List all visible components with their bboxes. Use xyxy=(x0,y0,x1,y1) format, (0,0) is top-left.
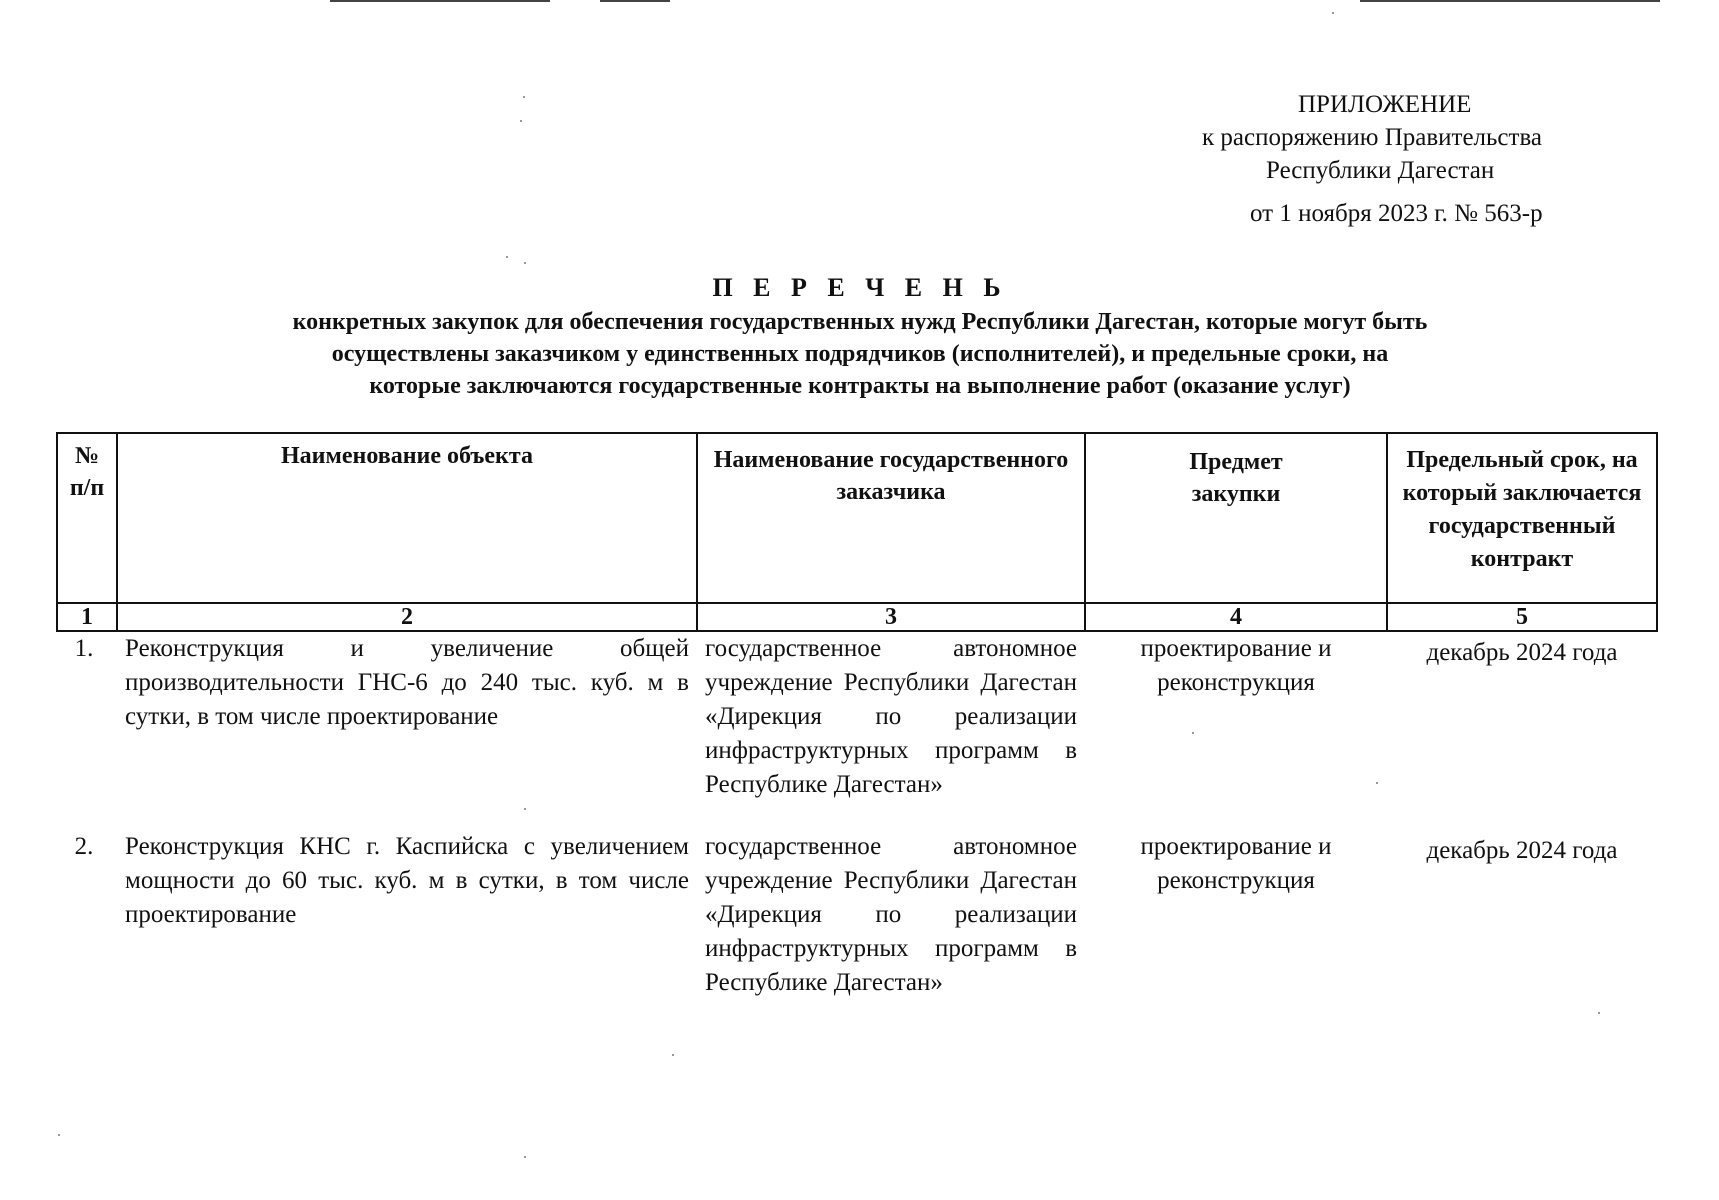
table-header-row xyxy=(57,433,1657,603)
document-title: П Е Р Е Ч Е Н Ь xyxy=(712,273,1008,302)
appendix-authority-line: Республики Дагестан xyxy=(1266,157,1495,184)
row-deadline: декабрь 2024 года xyxy=(1426,639,1618,666)
table-row xyxy=(57,631,1657,830)
appendix-decree-line: к распоряжению Правительства xyxy=(1202,124,1543,151)
appendix-label: ПРИЛОЖЕНИЕ xyxy=(1298,91,1472,118)
table-row xyxy=(57,830,1657,1028)
scan-speck xyxy=(506,256,508,258)
scan-speck xyxy=(520,120,522,122)
scan-artifact xyxy=(330,0,550,2)
procurement-table xyxy=(56,432,1658,1028)
row-subject: проектирование и реконструкция xyxy=(1140,833,1332,894)
header-object: Наименование объекта xyxy=(117,433,697,603)
column-number: 4 xyxy=(1085,603,1387,631)
scan-speck xyxy=(58,1134,60,1136)
column-number: 2 xyxy=(117,603,697,631)
column-number: 1 xyxy=(57,603,117,631)
appendix-block xyxy=(1160,88,1600,230)
document-subtitle-line-2: осуществлены заказчиком у единственных подрядчиков (исполнителей), и предельные сроки, на xyxy=(331,341,1389,367)
table-column-numbers-row xyxy=(57,603,1657,631)
scan-artifact xyxy=(600,0,670,2)
row-object: Реконструкция КНС г. Каспийска с увеличением мощности до 60 тыс. куб. м в сутки, в том числе проектирование xyxy=(125,833,689,928)
row-customer: государственное автономное учреждение Республики Дагестан «Дирекция по реализации инфраструктурных программ в Республике Дагестан» xyxy=(705,833,1077,996)
row-customer: государственное автономное учреждение Республики Дагестан «Дирекция по реализации инфраструктурных программ в Республике Дагестан» xyxy=(705,635,1077,798)
header-customer: Наименование государственного заказчика xyxy=(697,433,1085,603)
row-deadline: декабрь 2024 года xyxy=(1426,837,1618,864)
header-deadline: Предельный срок, на который заключается государственный контракт xyxy=(1387,433,1657,603)
row-index: 1. xyxy=(74,635,94,662)
header-subject: Предмет закупки xyxy=(1085,433,1387,603)
row-index: 2. xyxy=(74,833,94,860)
row-subject: проектирование и реконструкция xyxy=(1140,635,1332,696)
column-number: 5 xyxy=(1387,603,1657,631)
document-subtitle-line-1: конкретных закупок для обеспечения государственных нужд Республики Дагестан, которые могут быть xyxy=(292,309,1428,335)
scan-speck xyxy=(524,1156,526,1158)
scan-speck xyxy=(524,262,526,264)
scan-speck xyxy=(523,96,525,98)
column-number: 3 xyxy=(697,603,1085,631)
scan-artifact xyxy=(1360,0,1660,2)
scan-speck xyxy=(1332,12,1334,14)
document-subtitle-line-3: которые заключаются государственные контракты на выполнение работ (оказание услуг) xyxy=(369,373,1351,399)
document-heading xyxy=(120,272,1600,402)
header-number: № п/п xyxy=(57,433,117,603)
scan-speck xyxy=(672,1054,674,1056)
appendix-date-number: от 1 ноября 2023 г. № 563-р xyxy=(1250,200,1543,227)
row-object: Реконструкция и увеличение общей производительности ГНС-6 до 240 тыс. куб. м в сутки, в том числе проектирование xyxy=(125,635,689,730)
